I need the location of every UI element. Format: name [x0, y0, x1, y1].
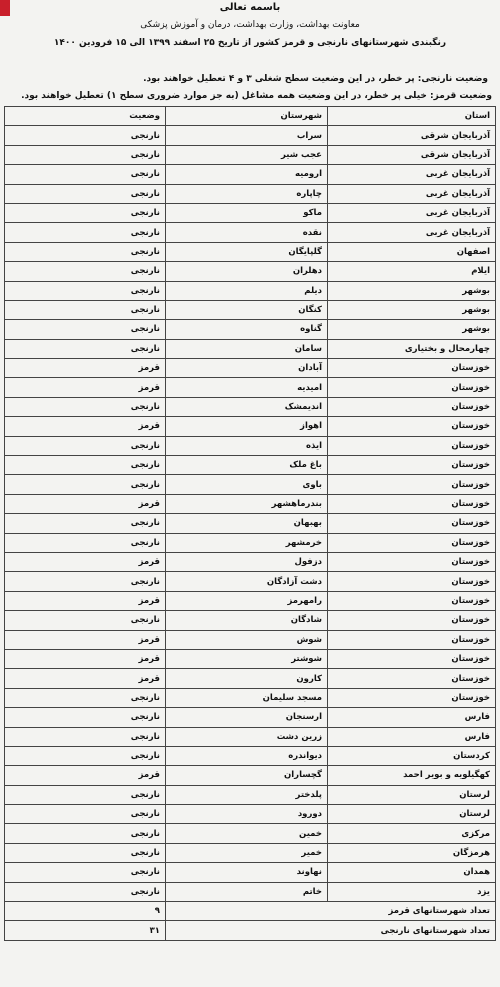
- status-cell: نارنجی: [5, 572, 166, 591]
- status-cell: نارنجی: [5, 262, 166, 281]
- city-cell: گلپایگان: [166, 242, 328, 261]
- status-cell: قرمز: [5, 649, 166, 668]
- status-cell: نارنجی: [5, 126, 166, 145]
- summary-label: تعداد شهرستانهای قرمز: [166, 902, 496, 921]
- province-cell: خوزستان: [328, 669, 496, 688]
- bismillah-heading: باسمه تعالی: [219, 2, 281, 13]
- table-row: [5, 417, 496, 436]
- city-cell: بندرماهشهر: [166, 494, 328, 513]
- province-cell: ایلام: [328, 262, 496, 281]
- status-cell: نارنجی: [5, 339, 166, 358]
- table-row: [5, 552, 496, 571]
- city-cell: نهاوند: [166, 863, 328, 882]
- city-cell: شوشتر: [166, 649, 328, 668]
- status-cell: نارنجی: [5, 242, 166, 261]
- status-cell: نارنجی: [5, 727, 166, 746]
- province-cell: بوشهر: [328, 281, 496, 300]
- province-cell: آذربایجان غربی: [328, 223, 496, 242]
- city-cell: خاتم: [166, 882, 328, 901]
- status-cell: نارنجی: [5, 708, 166, 727]
- province-cell: کهگیلویه و بویر احمد: [328, 766, 496, 785]
- city-cell: کنگان: [166, 300, 328, 319]
- status-cell: نارنجی: [5, 397, 166, 416]
- province-cell: خوزستان: [328, 475, 496, 494]
- table-row: [5, 242, 496, 261]
- column-header-status: وضعیت: [5, 107, 166, 126]
- table-row: [5, 863, 496, 882]
- city-cell: خمیر: [166, 843, 328, 862]
- table-row: [5, 746, 496, 765]
- city-cell: ارسنجان: [166, 708, 328, 727]
- status-cell: نارنجی: [5, 184, 166, 203]
- table-row: [5, 688, 496, 707]
- table-row: [5, 843, 496, 862]
- status-cell: قرمز: [5, 630, 166, 649]
- status-cell: نارنجی: [5, 843, 166, 862]
- table-row: [5, 145, 496, 164]
- province-cell: خوزستان: [328, 552, 496, 571]
- city-cell: دورود: [166, 805, 328, 824]
- city-cell: شوش: [166, 630, 328, 649]
- table-row: [5, 669, 496, 688]
- column-header-province: استان: [328, 107, 496, 126]
- table-row: [5, 591, 496, 610]
- province-cell: مرکزی: [328, 824, 496, 843]
- status-cell: نارنجی: [5, 223, 166, 242]
- province-cell: همدان: [328, 863, 496, 882]
- city-cell: شادگان: [166, 611, 328, 630]
- city-cell: نقده: [166, 223, 328, 242]
- table-row: [5, 165, 496, 184]
- province-cell: لرستان: [328, 785, 496, 804]
- table-row: [5, 572, 496, 591]
- table-row: [5, 281, 496, 300]
- table-row: [5, 378, 496, 397]
- status-cell: نارنجی: [5, 281, 166, 300]
- province-cell: خوزستان: [328, 688, 496, 707]
- table-row: [5, 494, 496, 513]
- province-cell: خوزستان: [328, 359, 496, 378]
- orange-status-note: وضعیت نارنجی: پر خطر، در این وضعیت سطح شغلی ۳ و ۴ تعطیل خواهند بود.: [143, 74, 488, 84]
- province-cell: خوزستان: [328, 494, 496, 513]
- province-cell: خوزستان: [328, 417, 496, 436]
- status-cell: نارنجی: [5, 611, 166, 630]
- province-cell: خوزستان: [328, 456, 496, 475]
- province-cell: خوزستان: [328, 630, 496, 649]
- table-row: [5, 300, 496, 319]
- province-cell: چهارمحال و بختیاری: [328, 339, 496, 358]
- status-cell: قرمز: [5, 494, 166, 513]
- table-row: [5, 203, 496, 222]
- city-cell: دیلم: [166, 281, 328, 300]
- city-cell: عجب شیر: [166, 145, 328, 164]
- province-cell: خوزستان: [328, 611, 496, 630]
- city-cell: خمین: [166, 824, 328, 843]
- city-cell: پلدختر: [166, 785, 328, 804]
- province-cell: خوزستان: [328, 436, 496, 455]
- city-cell: دهلران: [166, 262, 328, 281]
- status-cell: نارنجی: [5, 514, 166, 533]
- table-row: [5, 339, 496, 358]
- province-cell: آذربایجان غربی: [328, 203, 496, 222]
- table-row: [5, 184, 496, 203]
- status-cell: نارنجی: [5, 805, 166, 824]
- province-cell: خوزستان: [328, 572, 496, 591]
- province-cell: آذربایجان غربی: [328, 165, 496, 184]
- city-cell: گچساران: [166, 766, 328, 785]
- province-cell: بوشهر: [328, 300, 496, 319]
- table-row: [5, 320, 496, 339]
- table-row: [5, 766, 496, 785]
- province-cell: خوزستان: [328, 378, 496, 397]
- summary-value: ۹: [5, 902, 166, 921]
- province-cell: خوزستان: [328, 514, 496, 533]
- status-cell: قرمز: [5, 591, 166, 610]
- city-cell: سامان: [166, 339, 328, 358]
- city-cell: سراب: [166, 126, 328, 145]
- province-cell: کردستان: [328, 746, 496, 765]
- table-row: [5, 359, 496, 378]
- province-cell: فارس: [328, 727, 496, 746]
- city-cell: گناوه: [166, 320, 328, 339]
- status-cell: نارنجی: [5, 533, 166, 552]
- status-cell: نارنجی: [5, 436, 166, 455]
- table-row: [5, 824, 496, 843]
- status-cell: نارنجی: [5, 165, 166, 184]
- table-row: [5, 882, 496, 901]
- table-row: [5, 708, 496, 727]
- table-row: [5, 475, 496, 494]
- status-cell: قرمز: [5, 378, 166, 397]
- province-cell: یزد: [328, 882, 496, 901]
- red-status-note: وضعیت قرمز: خیلی پر خطر، در این وضعیت همه مشاغل (به جز موارد ضروری سطح ۱) تعطیل خواهند بود.: [21, 91, 492, 101]
- province-cell: خوزستان: [328, 649, 496, 668]
- status-cell: نارنجی: [5, 824, 166, 843]
- city-cell: آبادان: [166, 359, 328, 378]
- status-cell: نارنجی: [5, 785, 166, 804]
- city-cell: دیواندره: [166, 746, 328, 765]
- province-cell: بوشهر: [328, 320, 496, 339]
- table-row: [5, 805, 496, 824]
- status-cell: قرمز: [5, 766, 166, 785]
- province-cell: آذربایجان غربی: [328, 184, 496, 203]
- status-cell: نارنجی: [5, 863, 166, 882]
- status-cell: قرمز: [5, 359, 166, 378]
- table-row: [5, 533, 496, 552]
- city-cell: اندیمشک: [166, 397, 328, 416]
- city-cell: خرمشهر: [166, 533, 328, 552]
- column-header-city: شهرستان: [166, 107, 328, 126]
- table-header-row: [5, 107, 496, 126]
- city-cell: رامهرمز: [166, 591, 328, 610]
- table-row: [5, 514, 496, 533]
- city-cell: باغ ملک: [166, 456, 328, 475]
- table-row: [5, 649, 496, 668]
- city-cell: ارومیه: [166, 165, 328, 184]
- province-cell: خوزستان: [328, 591, 496, 610]
- table-row: [5, 262, 496, 281]
- city-cell: دشت آزادگان: [166, 572, 328, 591]
- status-cell: نارنجی: [5, 746, 166, 765]
- city-cell: ایذه: [166, 436, 328, 455]
- status-cell: نارنجی: [5, 688, 166, 707]
- table-row: [5, 630, 496, 649]
- city-cell: مسجد سلیمان: [166, 688, 328, 707]
- province-cell: خوزستان: [328, 397, 496, 416]
- province-cell: هرمزگان: [328, 843, 496, 862]
- table-row: [5, 126, 496, 145]
- document-title: رنگبندی شهرستانهای نارنجی و قرمز کشور از تاریخ ۲۵ اسفند ۱۳۹۹ الی ۱۵ فرودین ۱۴۰۰: [53, 38, 447, 48]
- table-row: [5, 436, 496, 455]
- status-cell: نارنجی: [5, 475, 166, 494]
- status-cell: نارنجی: [5, 203, 166, 222]
- status-cell: قرمز: [5, 669, 166, 688]
- city-cell: دزفول: [166, 552, 328, 571]
- city-cell: کارون: [166, 669, 328, 688]
- province-cell: لرستان: [328, 805, 496, 824]
- city-cell: اهواز: [166, 417, 328, 436]
- status-cell: قرمز: [5, 417, 166, 436]
- city-cell: بهبهان: [166, 514, 328, 533]
- summary-value: ۳۱: [5, 921, 166, 940]
- status-cell: قرمز: [5, 552, 166, 571]
- city-cell: ماکو: [166, 203, 328, 222]
- province-cell: آذربایجان شرقی: [328, 126, 496, 145]
- city-cell: باوی: [166, 475, 328, 494]
- table-row: [5, 456, 496, 475]
- status-cell: نارنجی: [5, 882, 166, 901]
- status-cell: نارنجی: [5, 456, 166, 475]
- city-status-table: [4, 106, 496, 941]
- province-cell: آذربایجان شرقی: [328, 145, 496, 164]
- table-row: [5, 223, 496, 242]
- status-cell: نارنجی: [5, 300, 166, 319]
- province-cell: خوزستان: [328, 533, 496, 552]
- organization-line: معاونت بهداشت، وزارت بهداشت، درمان و آموزش پزشکی: [140, 20, 360, 30]
- table-row: [5, 397, 496, 416]
- summary-label: تعداد شهرستانهای نارنجی: [166, 921, 496, 940]
- province-cell: اصفهان: [328, 242, 496, 261]
- table-row: [5, 611, 496, 630]
- city-cell: زرین دشت: [166, 727, 328, 746]
- status-cell: نارنجی: [5, 145, 166, 164]
- table-row: [5, 727, 496, 746]
- city-cell: چاپاره: [166, 184, 328, 203]
- province-cell: فارس: [328, 708, 496, 727]
- status-cell: نارنجی: [5, 320, 166, 339]
- summary-row: [5, 902, 496, 921]
- table-row: [5, 785, 496, 804]
- summary-row: [5, 921, 496, 940]
- city-cell: امیدیه: [166, 378, 328, 397]
